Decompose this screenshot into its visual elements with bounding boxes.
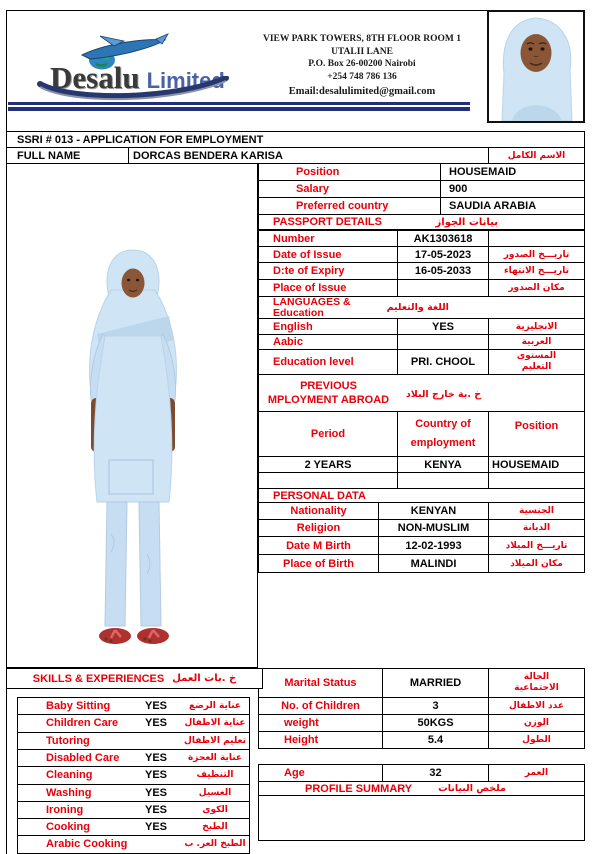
preferred-country-value: SAUDIA ARABIA <box>449 200 537 212</box>
full-name-row <box>6 147 585 164</box>
place-of-birth-label: Place of Birth <box>283 557 354 570</box>
nationality-value: KENYAN <box>410 505 457 517</box>
children-label: No. of Children <box>281 700 360 712</box>
employment-col-position: Position <box>514 420 559 432</box>
full-name-label: FULL NAME <box>17 149 81 162</box>
full-name-value: DORCAS BENDERA KARISA <box>133 149 283 162</box>
languages-header-line2: Education <box>273 306 324 319</box>
portrait-photo-graphic <box>489 12 583 121</box>
height-arabic: الطول <box>522 735 551 745</box>
employment-col-period: Period <box>310 428 346 440</box>
date-of-issue-row <box>258 246 585 263</box>
date-of-expiry-arabic: تاريـــخ الانتهاء <box>504 266 569 276</box>
skill-value: YES <box>144 700 167 713</box>
arabic-language-row <box>258 334 585 350</box>
personal-data-header: PERSONAL DATA <box>273 489 366 502</box>
address-line: +254 748 786 136 <box>327 71 397 82</box>
arabic-language-label: Aabic <box>273 336 303 348</box>
weight-value: 50KGS <box>417 717 454 729</box>
skill-label-arabic: الطبخ <box>202 822 228 833</box>
passport-number-row <box>258 230 585 247</box>
skills-row <box>17 714 250 733</box>
date-of-birth-label: Date M Birth <box>286 539 351 552</box>
height-row <box>258 731 585 749</box>
profile-summary-box <box>258 795 585 841</box>
date-of-expiry-value: 16-05-2033 <box>414 265 472 277</box>
skill-label-arabic: الغسيل <box>198 788 232 799</box>
date-of-birth-value: 12-02-1993 <box>405 539 462 552</box>
skills-row <box>17 697 250 716</box>
full-body-photo-graphic <box>7 164 258 668</box>
skills-header-arabic: خ .بات العمل <box>172 673 237 684</box>
religion-arabic: الديانة <box>522 523 551 533</box>
skill-label: Tutoring <box>46 735 90 748</box>
address-line: UTALII LANE <box>331 46 393 57</box>
english-value: YES <box>431 320 454 333</box>
skills-row <box>17 835 250 854</box>
skill-label-arabic: التنظيف <box>196 770 234 781</box>
age-arabic: العمر <box>524 768 549 778</box>
place-of-issue-row <box>258 279 585 297</box>
marital-status-arabic: الحالة الاجتماعية <box>514 672 559 693</box>
nationality-arabic: الجنسية <box>519 506 554 516</box>
arabic-language-arabic: العربية <box>521 337 552 347</box>
english-label: English <box>273 320 313 333</box>
children-arabic: عدد الاطفال <box>508 701 565 711</box>
education-level-arabic: المستوى التعليم <box>516 351 557 372</box>
date-of-issue-label: Date of Issue <box>273 248 342 261</box>
passport-header: PASSPORT DETAILS <box>273 216 382 228</box>
height-label: Height <box>284 734 319 746</box>
age-row <box>258 764 585 782</box>
company-name-primary: Desalu <box>50 60 140 95</box>
skill-label-arabic: الكوى <box>202 805 228 816</box>
english-arabic: الانجليزية <box>515 321 558 332</box>
place-of-birth-row <box>258 554 585 573</box>
date-of-issue-value: 17-05-2023 <box>414 248 472 261</box>
full-name-label-arabic: الاسم الكامل <box>507 150 566 161</box>
skill-label: Washing <box>46 787 92 800</box>
skill-label-arabic: تعليم الاطفال <box>184 736 246 747</box>
salary-label: Salary <box>296 183 330 195</box>
date-of-expiry-row <box>258 262 585 280</box>
marital-status-row <box>258 668 585 698</box>
religion-value: NON-MUSLIM <box>397 522 470 534</box>
skills-row <box>17 766 250 785</box>
employment-country-value: KENYA <box>424 458 462 471</box>
position-value: HOUSEMAID <box>449 166 517 178</box>
languages-header-line1: LANGUAGES & <box>273 295 351 308</box>
skills-row <box>17 818 250 837</box>
skill-value: YES <box>144 804 167 817</box>
full-body-photo <box>6 163 258 668</box>
marital-status-label: Marital Status <box>284 677 357 689</box>
skill-label: Cooking <box>46 821 90 834</box>
form-title-row <box>6 131 585 148</box>
languages-header-arabic: اللغة والتعليم <box>386 302 449 313</box>
salary-row <box>258 180 585 198</box>
previous-employment-header-row <box>258 374 585 412</box>
company-name-secondary: Limited <box>146 68 225 93</box>
skills-row <box>17 784 250 803</box>
employment-period-value: 2 YEARS <box>304 458 352 471</box>
profile-summary-label: PROFILE SUMMARY <box>305 782 413 795</box>
preferred-country-label: Preferred country <box>296 200 389 212</box>
address-line: P.O. Box 26-00200 Nairobi <box>308 59 416 69</box>
passport-header-arabic: بيانات الجواز <box>435 216 498 228</box>
place-of-birth-value: MALINDI <box>410 557 457 570</box>
age-value: 32 <box>429 767 442 779</box>
salary-value: 900 <box>449 183 468 195</box>
nationality-row <box>258 502 585 520</box>
skill-value: YES <box>144 769 167 782</box>
skill-value: YES <box>144 752 167 765</box>
form-top-border <box>6 10 487 11</box>
employment-row-1 <box>258 456 585 473</box>
skills-row <box>17 801 250 820</box>
weight-arabic: الوزن <box>524 718 549 728</box>
date-of-expiry-label: D:te of Expiry <box>273 265 345 277</box>
skill-label-arabic: الطبخ العر. ب <box>184 839 246 850</box>
address-line: VIEW PARK TOWERS, 8TH FLOOR ROOM 1 <box>262 34 462 44</box>
religion-row <box>258 519 585 537</box>
employment-columns-row <box>258 411 585 457</box>
height-value: 5.4 <box>427 734 444 746</box>
children-row <box>258 697 585 715</box>
skills-header: SKILLS & EXPERIENCES <box>32 672 165 685</box>
employment-col-country: Country of employment <box>410 418 476 449</box>
education-level-row <box>258 349 585 375</box>
skill-label: Children Care <box>46 717 119 730</box>
employment-row-2 <box>258 472 585 489</box>
skill-value: YES <box>144 717 167 730</box>
skill-label: Cleaning <box>46 769 93 782</box>
personal-data-header-row <box>258 488 585 503</box>
weight-row <box>258 714 585 732</box>
passport-header-row <box>258 214 585 230</box>
english-row <box>258 318 585 335</box>
date-of-issue-arabic: تاريـــخ الصدور <box>503 249 570 260</box>
marital-status-value: MARRIED <box>409 677 462 689</box>
skill-label-arabic: عناية الرضع <box>188 701 242 712</box>
skills-row <box>17 732 250 751</box>
date-of-birth-row <box>258 536 585 555</box>
skill-label: Baby Sitting <box>46 700 111 713</box>
position-label: Position <box>296 166 340 178</box>
education-level-label: Education level <box>273 356 354 368</box>
education-level-value: PRI. CHOOL <box>410 356 476 368</box>
skills-header-row <box>6 668 263 689</box>
employment-position-value: HOUSEMAID <box>492 458 560 471</box>
place-of-birth-arabic: مكان الميلاد <box>510 558 563 569</box>
skill-value: YES <box>144 787 167 800</box>
passport-photo <box>487 10 585 123</box>
languages-header-row <box>258 296 585 319</box>
skill-label-arabic: عناية الاطفال <box>184 718 246 729</box>
previous-employment-header-line2: MPLOYMENT ABROAD <box>267 394 390 406</box>
company-address <box>252 33 472 99</box>
header-rule-thick <box>8 107 470 111</box>
age-label: Age <box>284 767 305 779</box>
nationality-label: Nationality <box>290 505 347 517</box>
previous-employment-header-line1: PREVIOUS <box>300 380 357 392</box>
profile-summary-arabic: ملخص البيانات <box>438 783 506 794</box>
weight-label: weight <box>284 717 319 729</box>
place-of-issue-label: Place of Issue <box>273 282 347 294</box>
skill-label: Ironing <box>46 804 84 817</box>
form-title: SSRI # 013 - APPLICATION FOR EMPLOYMENT <box>17 133 264 146</box>
skill-label: Arabic Cooking <box>46 838 128 851</box>
date-of-birth-arabic: تاريـــخ الميلاد <box>505 540 568 551</box>
skills-row <box>17 749 250 768</box>
previous-employment-header-arabic: خ .بة خارج البلاد <box>405 389 482 400</box>
skill-label: Disabled Care <box>46 752 120 765</box>
children-value: 3 <box>432 700 439 712</box>
preferred-country-row <box>258 197 585 215</box>
profile-summary-header-row <box>258 781 585 796</box>
header-rule-thin <box>8 102 470 105</box>
place-of-issue-arabic: مكان الصدور <box>508 283 565 293</box>
position-row <box>258 163 585 181</box>
skill-value: YES <box>144 821 167 834</box>
passport-number-value: AK1303618 <box>413 232 473 245</box>
logo-swoosh <box>36 76 231 102</box>
skill-label-arabic: عناية العجزة <box>187 753 243 764</box>
religion-label: Religion <box>296 522 341 534</box>
address-email: Email:desalulimited@gmail.com <box>288 86 436 97</box>
passport-number-label: Number <box>273 232 315 245</box>
